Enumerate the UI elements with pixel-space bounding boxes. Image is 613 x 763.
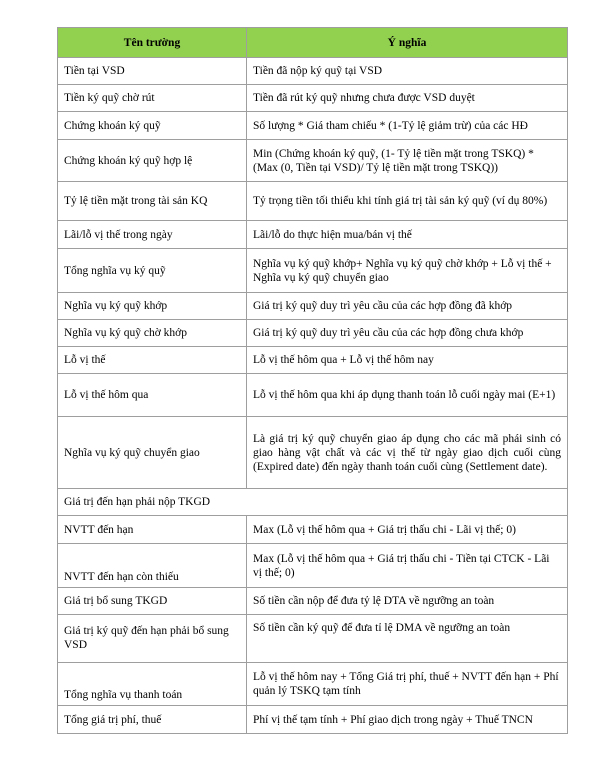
row-field-name: Lỗ vị thế hôm qua — [58, 374, 247, 417]
row-field-name: Tiền ký quỹ chờ rút — [58, 85, 247, 112]
row-field-name: Tổng giá trị phí, thuế — [58, 706, 247, 734]
row-field-name: Lãi/lỗ vị thế trong ngày — [58, 221, 247, 249]
row-field-name: Nghĩa vụ ký quỹ chuyển giao — [58, 417, 247, 489]
row-meaning: Giá trị ký quỹ duy trì yêu cầu của các hợp đồng chưa khớp — [247, 320, 568, 347]
row-meaning: Lỗ vị thế hôm qua + Lỗ vị thế hôm nay — [247, 347, 568, 374]
row-meaning: Số tiền cần ký quỹ để đưa tỉ lệ DMA về ngưỡng an toàn — [247, 615, 568, 663]
table-row — [58, 544, 568, 588]
table-row — [58, 221, 568, 249]
row-meaning: Tiền đã rút ký quỹ nhưng chưa được VSD duyệt — [247, 85, 568, 112]
header-meaning: Ý nghĩa — [247, 28, 568, 58]
header-field-name: Tên trường — [58, 28, 247, 58]
row-field-name: Tổng nghĩa vụ ký quỹ — [58, 249, 247, 293]
row-meaning: Số lượng * Giá tham chiếu * (1-Tỷ lệ giảm trừ) của các HĐ — [247, 112, 568, 140]
row-field-name: Nghĩa vụ ký quỹ khớp — [58, 293, 247, 320]
table-row — [58, 85, 568, 112]
row-meaning: Tiền đã nộp ký quỹ tại VSD — [247, 58, 568, 85]
row-field-name: NVTT đến hạn — [58, 516, 247, 544]
row-meaning: Là giá trị ký quỹ chuyển giao áp dụng cho các mã phái sinh có giao hàng vật chất và các vị thế từ ngày giao dịch cuối cùng (Expired date) đến ngày thanh toán cuối cùng (Settlement date). — [247, 417, 568, 489]
row-meaning: Lãi/lỗ do thực hiện mua/bán vị thế — [247, 221, 568, 249]
row-field-name: Giá trị bổ sung TKGD — [58, 588, 247, 615]
table-row — [58, 347, 568, 374]
table-row — [58, 516, 568, 544]
row-field-name: Chứng khoán ký quỹ hợp lệ — [58, 140, 247, 182]
table-header-row — [58, 28, 568, 58]
table-row — [58, 249, 568, 293]
field-definition-table — [57, 27, 568, 734]
table-row — [58, 706, 568, 734]
table-row — [58, 374, 568, 417]
row-field-name: Chứng khoán ký quỹ — [58, 112, 247, 140]
table-row-section — [58, 489, 568, 516]
section-label: Giá trị đến hạn phải nộp TKGD — [58, 489, 568, 516]
row-meaning: Số tiền cần nộp để đưa tỷ lệ DTA về ngưỡng an toàn — [247, 588, 568, 615]
row-meaning: Max (Lỗ vị thế hôm qua + Giá trị thấu chi - Tiền tại CTCK - Lãi vị thế; 0) — [247, 544, 568, 588]
row-meaning: Phí vị thế tạm tính + Phí giao dịch trong ngày + Thuế TNCN — [247, 706, 568, 734]
row-meaning: Nghĩa vụ ký quỹ khớp+ Nghĩa vụ ký quỹ chờ khớp + Lỗ vị thế + Nghĩa vụ ký quỹ chuyển giao — [247, 249, 568, 293]
row-meaning: Min (Chứng khoán ký quỹ, (1- Tỷ lệ tiền mặt trong TSKQ) * (Max (0, Tiền tại VSD)/ Tỷ lệ tiền mặt trong TSKQ)) — [247, 140, 568, 182]
table-row — [58, 140, 568, 182]
table-row — [58, 112, 568, 140]
row-field-name: Tiền tại VSD — [58, 58, 247, 85]
table-row — [58, 588, 568, 615]
row-meaning: Max (Lỗ vị thế hôm qua + Giá trị thấu chi - Lãi vị thế; 0) — [247, 516, 568, 544]
row-field-name: Nghĩa vụ ký quỹ chờ khớp — [58, 320, 247, 347]
table-row — [58, 58, 568, 85]
table-row — [58, 293, 568, 320]
table-row — [58, 417, 568, 489]
table-row — [58, 615, 568, 663]
row-meaning: Tỷ trọng tiền tối thiểu khi tính giá trị tài sản ký quỹ (ví dụ 80%) — [247, 182, 568, 221]
table-row — [58, 663, 568, 706]
row-field-name: NVTT đến hạn còn thiếu — [58, 544, 247, 588]
row-field-name: Giá trị ký quỹ đến hạn phải bổ sung VSD — [58, 615, 247, 663]
table-row — [58, 320, 568, 347]
row-field-name: Lỗ vị thế — [58, 347, 247, 374]
table-row — [58, 182, 568, 221]
row-meaning: Lỗ vị thế hôm qua khi áp dụng thanh toán lỗ cuối ngày mai (E+1) — [247, 374, 568, 417]
row-meaning: Giá trị ký quỹ duy trì yêu cầu của các hợp đồng đã khớp — [247, 293, 568, 320]
row-field-name: Tổng nghĩa vụ thanh toán — [58, 663, 247, 706]
row-field-name: Tỷ lệ tiền mặt trong tài sản KQ — [58, 182, 247, 221]
row-meaning: Lỗ vị thế hôm nay + Tổng Giá trị phí, thuế + NVTT đến hạn + Phí quản lý TSKQ tạm tính — [247, 663, 568, 706]
